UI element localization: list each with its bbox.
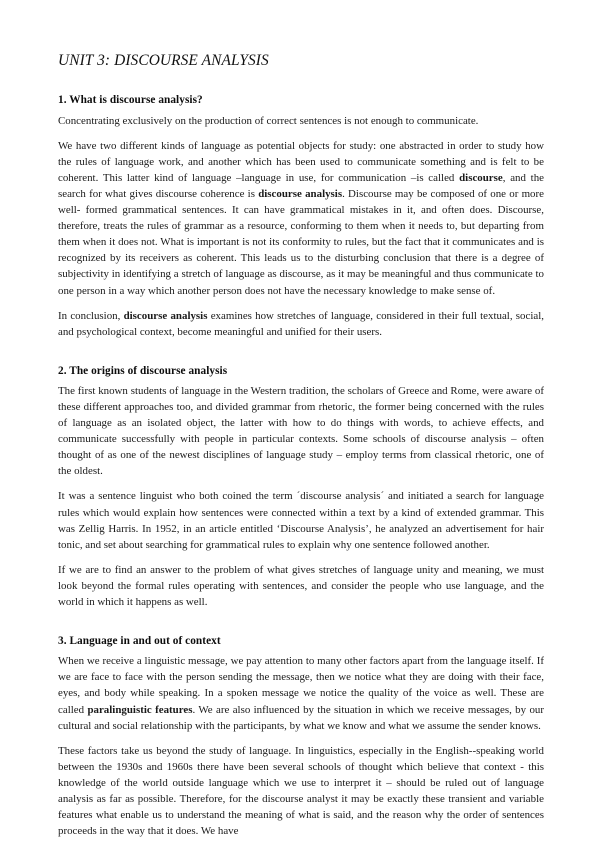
paragraph-text: Concentrating exclusively on the production of correct sentences is not enough to communicate. — [58, 114, 479, 127]
paragraph — [58, 113, 544, 129]
paragraph-text-tail: examines how stretches of language, considered in their full textual, social, and psychological context, become meaningful and unified for their users. — [58, 309, 544, 338]
paragraph — [58, 138, 544, 299]
paragraph-text-mid: , and the search for what gives discourse coherence is — [58, 171, 544, 200]
section-spacer — [58, 349, 544, 364]
paragraph — [58, 488, 544, 552]
page-title: UNIT 3: DISCOURSE ANALYSIS — [58, 52, 269, 69]
section-heading-3: 3. Language in and out of context — [58, 635, 221, 648]
paragraph — [58, 743, 544, 840]
section-heading-2: 2. The origins of discourse analysis — [58, 364, 228, 377]
paragraph-text: These factors take us beyond the study of language. In linguistics, especially in the English--speaking world between the 1930s and 1960s there have been several schools of thought which believe that context - this knowledge of the world outside language which we use to interpret it – should be ruled out of language analysis as far as possible. Therefore, for the discourse analyst it may be exactly these transient and variable features what enable us to understand the meaning of what is said, and the reason why the order of sentences proceeds in the way that it does. We have — [58, 744, 544, 838]
paragraph-text: The first known students of language in the Western tradition, the scholars of Greece and Rome, were aware of these different approaches too, and divided grammar from rhetoric, the former being concerned with the rules of language as an isolated object, the latter with how to do things with words, to achieve effects, and communicate successfully with people in particular contexts. Some schools of discourse analysis – often thought of as one of the newest disciplines of language study – employ terms from classical rhetoric, one of the oldest. — [58, 384, 544, 478]
paragraph-text-tail: . Discourse may be composed of one or more well- formed grammatical sentences. It can have grammatical mistakes in it, and often does. Discourse, therefore, treats the rules of grammar as a resource, conforming to them when it needs to, but departing from them when it does not. What is important is not its conformity to rules, but the fact that it communicates and is recognized by its receivers as coherent. This leads us to the disturbing conclusion that there is a degree of subjectivity in identifying a stretch of language as discourse, as it may be meaningful and thus communicate to one person in a way which another person does not have the necessary knowledge to make sense of. — [58, 187, 544, 297]
paragraph-text-tail: . We are also influenced by the situation in which we receive messages, by our cultural and social relationship with the participants, by what we know and what we assume the sender knows. — [58, 703, 544, 732]
paragraph — [58, 383, 544, 480]
emphasis-paralinguistic-features: paralinguistic features — [87, 703, 193, 716]
paragraph-text-lead: In conclusion, — [58, 309, 124, 322]
paragraph-text: If we are to find an answer to the problem of what gives stretches of language unity and meaning, we must look beyond the formal rules operating with sentences, and consider the people who use language, and the world in which it happens as well. — [58, 563, 544, 609]
paragraph-text-lead: When we receive a linguistic message, we pay attention to many other factors apart from the language itself. If we are face to face with the person sending the message, then we notice what they are doing with their face, eyes, and body while speaking. In a spoken message we notice the quality of the voice as well. These are called — [58, 655, 544, 716]
paragraph-text-lead: We have two different kinds of language as potential objects for study: one abstracted in order to study how the rules of language work, and another which has been used to communicate something and is felt to be coherent. This latter kind of language –language in use, for communication –is called — [58, 139, 544, 184]
section-spacer — [58, 619, 544, 634]
section-heading-1: 1. What is discourse analysis? — [58, 94, 203, 107]
document-content — [58, 52, 544, 839]
emphasis-discourse: discourse — [459, 171, 503, 184]
paragraph — [58, 308, 544, 340]
emphasis-discourse-analysis: discourse analysis — [258, 187, 343, 200]
paragraph-text: It was a sentence linguist who both coined the term ´discourse analysis´ and initiated a search for language rules which would explain how sentences were connected within a text by a kind of extended grammar. This was Zellig Harris. In 1952, in an article entitled ‘Discourse Analysis’, he analyzed an advertisement for hair tonic, and set about searching for grammatical rules to explain why one sentence followed another. — [58, 490, 544, 551]
paragraph — [58, 562, 544, 610]
emphasis-discourse-analysis: discourse analysis — [123, 309, 208, 322]
paragraph — [58, 653, 544, 733]
